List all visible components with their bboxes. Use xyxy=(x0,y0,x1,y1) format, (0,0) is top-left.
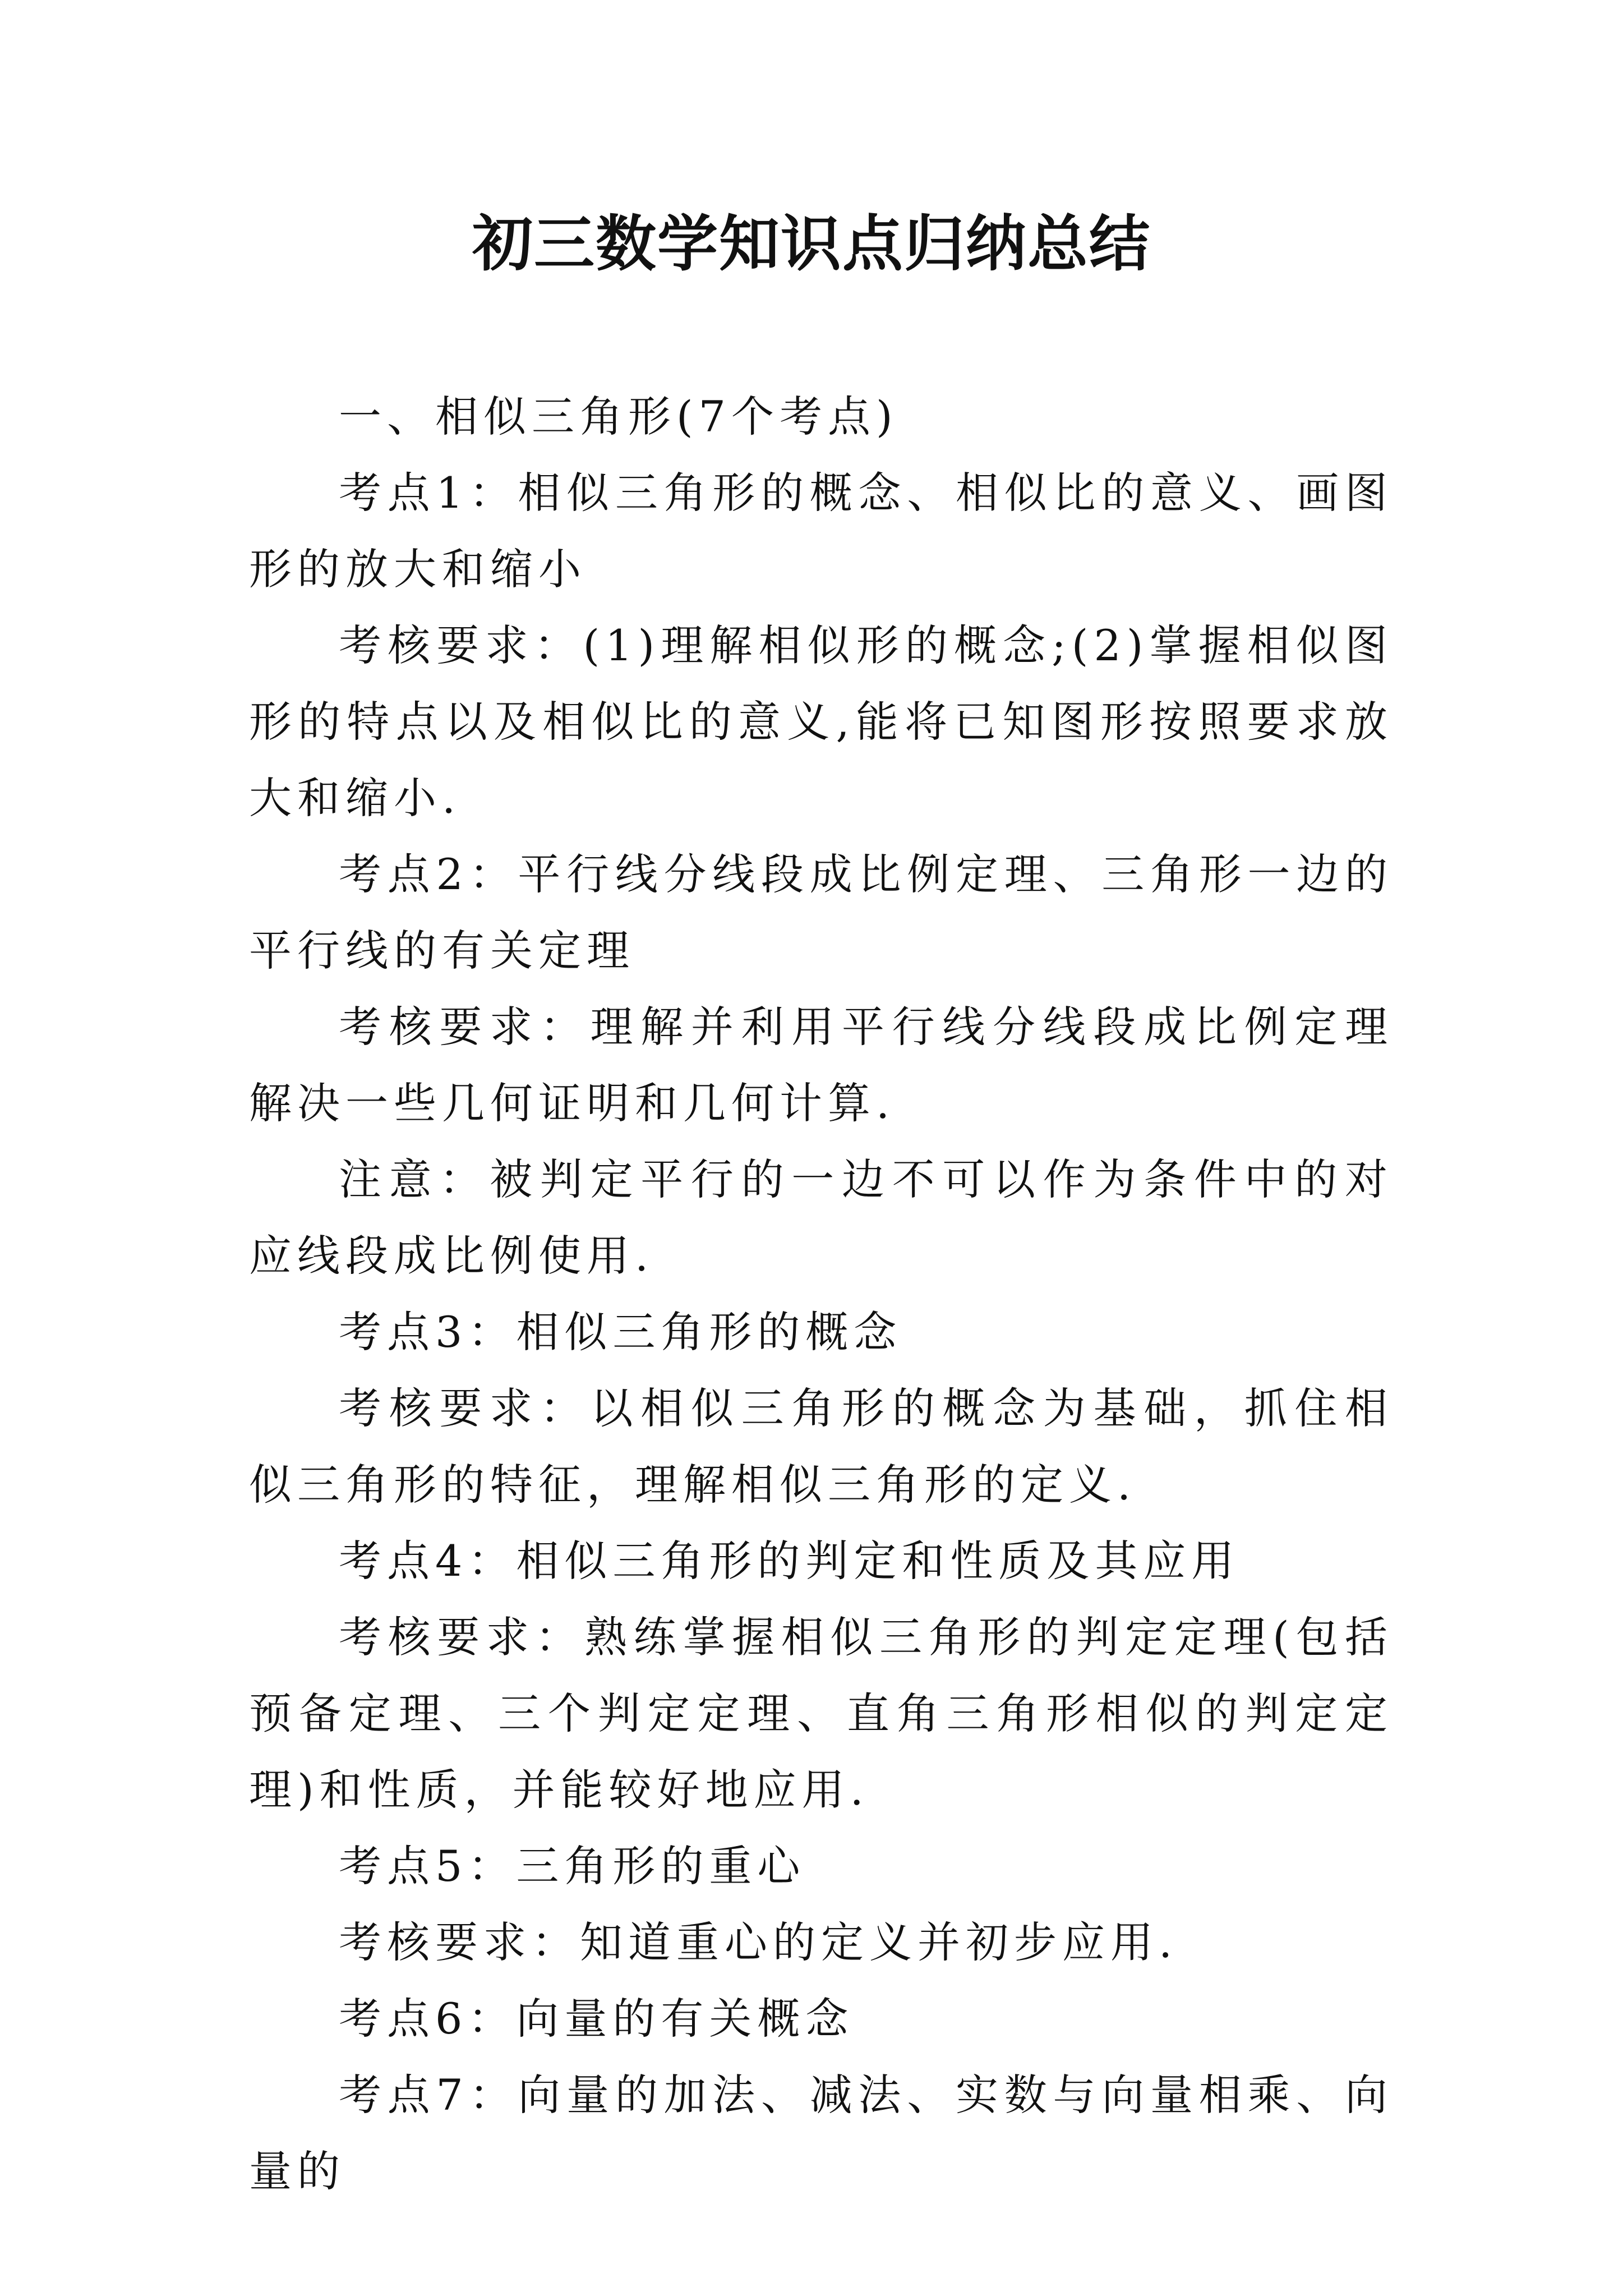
note-paragraph: 注意：被判定平行的一边不可以作为条件中的对应线段成比例使用. xyxy=(249,1154,1393,1281)
exam-point-5: 考点5：三角形的重心 xyxy=(339,1841,806,1891)
exam-requirement-4: 考核要求：熟练掌握相似三角形的判定定理(包括预备定理、三个判定定理、直角三角形相似的判定定理)和性质，并能较好地应用. xyxy=(249,1612,1393,1815)
exam-point-6: 考点6：向量的有关概念 xyxy=(339,1994,854,2044)
exam-point-7: 考点7：向量的加法、减法、实数与向量相乘、向量的 xyxy=(249,2070,1393,2196)
section-heading: 一、相似三角形(7个考点) xyxy=(339,392,898,441)
exam-requirement-2: 考核要求：理解并利用平行线分线段成比例定理解决一些几何证明和几何计算. xyxy=(249,1002,1393,1128)
exam-point-3: 考点3：相似三角形的概念 xyxy=(339,1307,902,1357)
exam-point-1: 考点1：相似三角形的概念、相似比的意义、画图形的放大和缩小 xyxy=(249,468,1393,594)
exam-requirement-1: 考核要求：(1)理解相似形的概念;(2)掌握相似图形的特点以及相似比的意义,能将已知图形按照要求放大和缩小. xyxy=(249,620,1393,823)
exam-point-2: 考点2：平行线分线段成比例定理、三角形一边的平行线的有关定理 xyxy=(249,849,1393,976)
exam-point-4: 考点4：相似三角形的判定和性质及其应用 xyxy=(339,1536,1240,1586)
exam-requirement-5: 考核要求：知道重心的定义并初步应用. xyxy=(339,1917,1178,1967)
exam-requirement-3: 考核要求：以相似三角形的概念为基础，抓住相似三角形的特征，理解相似三角形的定义. xyxy=(249,1383,1393,1510)
document-title: 初三数学知识点归纳总结 xyxy=(472,209,1151,279)
document-body xyxy=(249,379,1393,2210)
